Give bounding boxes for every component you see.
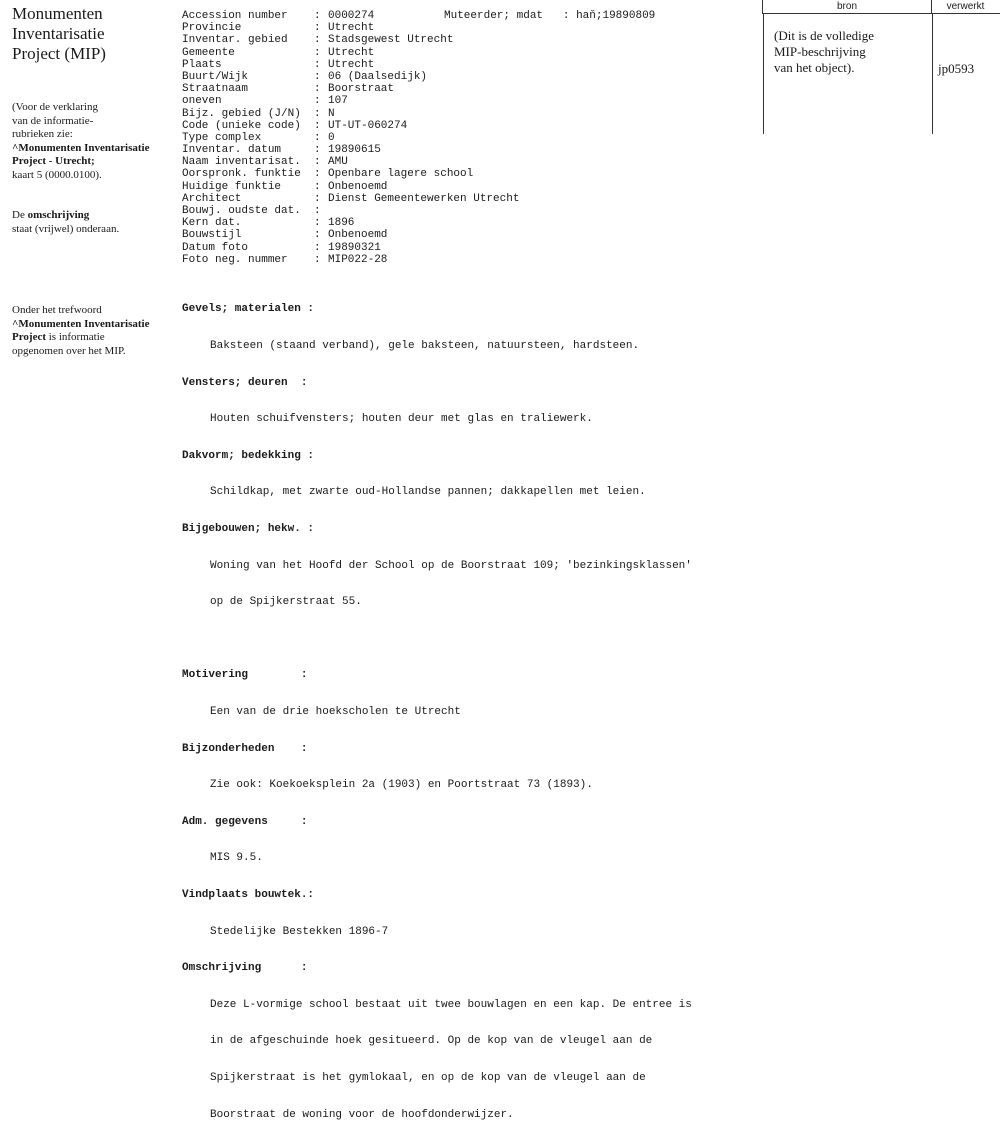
cell-line: van het object). — [774, 60, 855, 75]
note-line: opgenomen over het MIP. — [12, 344, 126, 357]
section-text: Deze L-vormige school bestaat uit twee bouwlagen en een kap. De entree is — [210, 998, 692, 1011]
spacer — [182, 633, 692, 645]
note-text: is informatie — [46, 331, 105, 343]
field-separator: : — [314, 70, 321, 83]
note-line: (Voor de verklaring — [12, 101, 98, 113]
record-row — [182, 22, 519, 34]
field-separator: : — [314, 144, 321, 157]
note-bold-line: ^Monumenten Inventarisatie — [12, 141, 150, 154]
field-separator: : — [314, 46, 321, 59]
field-label: Foto neg. nummer — [182, 253, 288, 266]
bron-cell — [774, 28, 924, 76]
title-line: Project (MIP) — [12, 44, 106, 63]
field-separator: : — [314, 205, 321, 217]
field-value: 107 — [328, 95, 348, 108]
record-row — [182, 120, 519, 132]
field-value: Onbenoemd — [328, 229, 388, 242]
note-bold: Project — [12, 331, 46, 343]
record-row — [182, 59, 519, 71]
note-legend — [12, 101, 177, 182]
note-description-hint — [12, 209, 177, 236]
section-heading: Adm. gegevens : — [182, 815, 308, 828]
field-label: Bouwstijl — [182, 229, 242, 242]
record-row — [182, 168, 519, 180]
section-text: Stedelijke Bestekken 1896-7 — [210, 925, 389, 938]
source-table — [762, 0, 1000, 134]
note-bold-line: Project - Utrecht; — [12, 155, 95, 167]
cell-line: MIP-beschrijving — [774, 44, 866, 59]
column-header-verwerkt: verwerkt — [931, 0, 1000, 14]
section-text: Baksteen (staand verband), gele baksteen, natuursteen, hardsteen. — [210, 340, 640, 353]
field-label: Architect — [182, 192, 242, 205]
field-separator: : — [314, 131, 321, 144]
field-value: 06 (Daalsedijk) — [328, 70, 428, 83]
field-value: Openbare lagere school — [328, 168, 474, 181]
field-label: Bijz. gebied (J/N) — [182, 107, 301, 120]
note-line: van de informatie- — [12, 114, 94, 127]
section-text: Schildkap, met zwarte oud-Hollandse pannen; dakkapellen met leien. — [210, 486, 646, 499]
field-value: Onbenoemd — [328, 180, 388, 193]
field-label: Provincie — [182, 22, 242, 35]
record-row — [182, 242, 519, 254]
record-row — [182, 193, 519, 205]
field-label: Plaats — [182, 58, 222, 71]
field-separator: : — [314, 217, 321, 230]
field-value: AMU — [328, 156, 348, 169]
field-label: Type complex — [182, 131, 262, 144]
mutator-label: Muteerder; mdat — [444, 10, 544, 22]
record-row — [182, 205, 519, 217]
field-value: 19890615 — [328, 144, 381, 157]
field-separator: : — [314, 180, 321, 193]
record-row — [182, 181, 519, 193]
note-line: kaart 5 (0000.0100). — [12, 168, 102, 181]
title-line: Inventarisatie — [12, 24, 105, 43]
field-separator: : — [314, 34, 321, 47]
field-separator: : — [314, 95, 321, 108]
field-value: Stadsgewest Utrecht — [328, 34, 454, 47]
section-heading: Bijzonderheden : — [182, 742, 308, 755]
field-separator: : — [562, 10, 570, 22]
field-value: Utrecht — [328, 58, 375, 71]
note-line: Onder het trefwoord — [12, 304, 102, 316]
note-text: De — [12, 209, 28, 221]
field-separator: : — [314, 83, 321, 96]
field-label: Inventar. datum — [182, 144, 282, 157]
mutator-field — [444, 10, 655, 22]
record-row — [182, 34, 519, 46]
record-row — [182, 132, 519, 144]
field-label: oneven — [182, 95, 222, 108]
section-heading: Dakvorm; bedekking : — [182, 449, 315, 462]
field-label: Inventar. gebied — [182, 34, 288, 47]
field-separator: : — [314, 156, 321, 169]
section-heading: Bijgebouwen; hekw. : — [182, 523, 315, 536]
field-label: Naam inventarisat. — [182, 156, 301, 169]
field-separator: : — [314, 253, 321, 266]
field-label: Accession number — [182, 10, 288, 22]
field-value: 1896 — [328, 217, 355, 230]
note-keyword — [12, 304, 177, 358]
field-label: Huidige funktie — [182, 180, 282, 193]
note-bold-line: ^Monumenten Inventarisatie — [12, 317, 150, 330]
verwerkt-cell: jp0593 — [938, 61, 975, 76]
record-row — [182, 95, 519, 107]
title-line: Monumenten — [12, 4, 103, 23]
section-text: Een van de drie hoekscholen te Utrecht — [210, 705, 461, 718]
field-separator: : — [314, 168, 321, 181]
note-line: rubrieken zie: — [12, 128, 73, 140]
field-value: Utrecht — [328, 46, 375, 59]
field-separator: : — [314, 241, 321, 254]
field-value: Dienst Gemeentewerken Utrecht — [328, 192, 520, 205]
record-row — [182, 144, 519, 156]
column-header-bron: bron — [762, 0, 932, 14]
section-text: Spijkerstraat is het gymlokaal, en op de kop van de vleugel aan de — [210, 1072, 646, 1084]
description-section — [182, 279, 692, 1133]
record-row — [182, 47, 519, 59]
section-heading: Gevels; materialen : — [182, 303, 315, 316]
field-value: Utrecht — [328, 22, 375, 35]
sidebar-title — [12, 4, 172, 64]
record-fields — [182, 10, 519, 266]
field-label: Code (unieke code) — [182, 119, 301, 132]
section-text: Houten schuifvensters; houten deur met glas en traliewerk. — [210, 413, 593, 426]
field-value: Boorstraat — [328, 83, 395, 96]
field-value: 0 — [328, 131, 335, 144]
field-value: 19890321 — [328, 241, 381, 254]
page-title — [12, 4, 172, 64]
field-separator: : — [314, 58, 321, 71]
field-label: Straatnaam — [182, 83, 249, 96]
record-row — [182, 156, 519, 168]
note-line: staat (vrijwel) onderaan. — [12, 222, 120, 235]
field-label: Kern dat. — [182, 217, 242, 230]
section-heading: Motivering : — [182, 669, 308, 682]
field-value: N — [328, 107, 335, 120]
field-value: MIP022-28 — [328, 253, 388, 266]
section-text: in de afgeschuinde hoek gesitueerd. Op de kop van de vleugel aan de — [210, 1035, 653, 1048]
field-value: 0000274 — [328, 10, 375, 22]
section-heading: Vindplaats bouwtek.: — [182, 888, 315, 901]
cell-line: (Dit is de volledige — [774, 28, 875, 43]
field-label: Buurt/Wijk — [182, 70, 249, 83]
record-row — [182, 83, 519, 95]
field-label: Oorspronk. funktie — [182, 168, 301, 181]
field-separator: : — [314, 192, 321, 205]
record-row — [182, 254, 519, 266]
record-row — [182, 217, 519, 229]
field-separator: : — [314, 22, 321, 35]
section-text: Boorstraat de woning voor de hoofdonderwijzer. — [210, 1108, 514, 1121]
field-label: Datum foto — [182, 241, 249, 254]
record-row — [182, 229, 519, 241]
section-heading: Omschrijving : — [182, 962, 308, 975]
field-label: Bouwj. oudste dat. — [182, 205, 301, 217]
record-row — [182, 108, 519, 120]
record-row — [182, 71, 519, 83]
section-heading: Vensters; deuren : — [182, 376, 308, 389]
section-text: Zie ook: Koekoeksplein 2a (1903) en Poortstraat 73 (1893). — [210, 779, 593, 792]
section-text: MIS 9.5. — [210, 852, 263, 865]
field-value: UT-UT-060274 — [328, 119, 408, 132]
mutator-value: haň;19890809 — [576, 10, 656, 22]
field-separator: : — [314, 229, 321, 242]
field-label: Gemeente — [182, 46, 235, 59]
section-text: op de Spijkerstraat 55. — [210, 596, 362, 609]
section-text: Woning van het Hoofd der School op de Boorstraat 109; 'bezinkingsklassen' — [210, 559, 692, 572]
note-bold: omschrijving — [27, 209, 90, 221]
field-separator: : — [314, 107, 321, 120]
field-separator: : — [314, 119, 321, 132]
field-separator: : — [314, 10, 321, 22]
